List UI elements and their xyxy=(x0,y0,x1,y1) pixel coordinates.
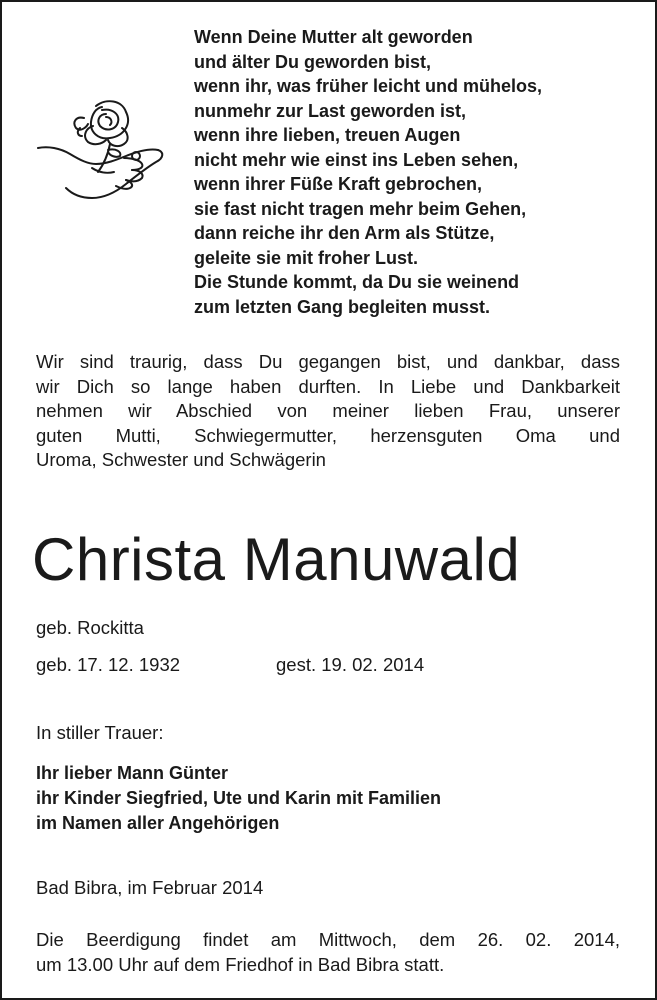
intro-line: Uroma, Schwester und Schwägerin xyxy=(36,449,326,470)
mourner-line: im Namen aller Angehörigen xyxy=(36,813,280,833)
mourner-line: ihr Kinder Siegfried, Ute und Karin mit Familien xyxy=(36,788,442,808)
intro-line: wir Dich so lange haben durften. In Liebe und Dankbarkeit xyxy=(36,375,620,397)
mourners-list xyxy=(36,761,441,836)
mourning-heading: In stiller Trauer: xyxy=(36,722,164,743)
deceased-name: Christa Manuwald xyxy=(32,526,521,593)
poem-line: zum letzten Gang begleiten musst. xyxy=(194,296,491,317)
poem-line: wenn ihr, was früher leicht und mühelos, xyxy=(194,76,543,96)
funeral-line: um 13.00 Uhr auf dem Friedhof in Bad Bibra statt. xyxy=(36,953,445,975)
poem-line: Wenn Deine Mutter alt geworden xyxy=(194,27,473,47)
intro-text xyxy=(36,350,620,473)
intro-line: guten Mutti, Schwiegermutter, herzensguten Oma und xyxy=(36,424,620,446)
intro-line: nehmen wir Abschied von meiner lieben Frau, unserer xyxy=(36,400,620,421)
poem-line: dann reiche ihr den Arm als Stütze, xyxy=(194,223,495,243)
poem xyxy=(194,25,634,319)
poem-line: nunmehr zur Last geworden ist, xyxy=(194,100,467,121)
death-date: gest. 19. 02. 2014 xyxy=(276,654,425,675)
poem-line: geleite sie mit froher Lust. xyxy=(194,247,419,268)
poem-line: wenn ihre lieben, treuen Augen xyxy=(194,125,461,145)
poem-line: nicht mehr wie einst ins Leben sehen, xyxy=(194,149,519,170)
poem-line: sie fast nicht tragen mehr beim Gehen, xyxy=(194,198,527,219)
poem-line: Die Stunde kommt, da Du sie weinend xyxy=(194,272,520,292)
hand-holding-rose-icon xyxy=(36,98,172,202)
intro-line: Wir sind traurig, dass Du gegangen bist, und dankbar, dass xyxy=(36,351,620,372)
maiden-name: geb. Rockitta xyxy=(36,617,144,638)
poem-line: wenn ihrer Füße Kraft gebrochen, xyxy=(194,174,483,194)
funeral-line: Die Beerdigung findet am Mittwoch, dem 26. 02. 2014, xyxy=(36,929,620,950)
poem-line: und älter Du geworden bist, xyxy=(194,51,432,72)
mourner-line: Ihr lieber Mann Günter xyxy=(36,763,229,783)
funeral-notice xyxy=(36,928,620,977)
birth-date: geb. 17. 12. 1932 xyxy=(36,654,181,675)
place-date: Bad Bibra, im Februar 2014 xyxy=(36,877,264,898)
